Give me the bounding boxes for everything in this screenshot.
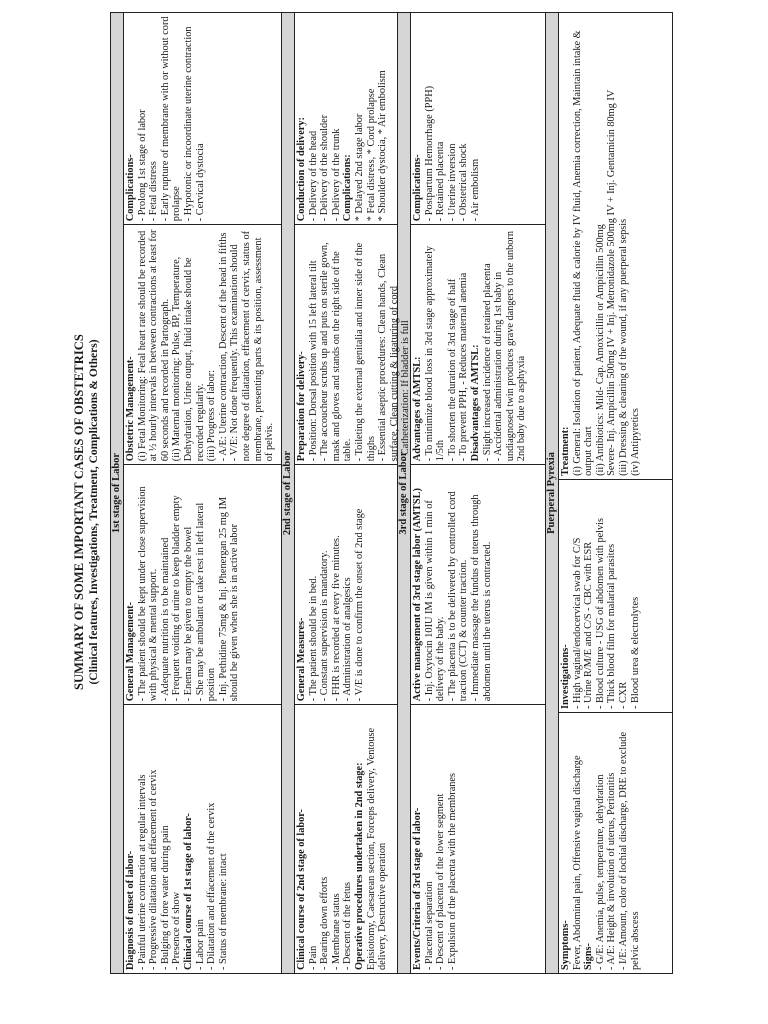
cell-line: - V/E: Not done frequently. This examination should note degree of dilatation, effacement of cervix, status of membrane, presenting parts & its position, assessment of pelvis. [229, 230, 276, 462]
cell-line: - Delivery of the head [307, 130, 319, 222]
cell-first-complications [124, 13, 281, 224]
cell-line: - Blood urea & electrolytes [629, 596, 641, 709]
cell-line: - Prolong 1st stage of labor [136, 109, 148, 222]
cell-heading: Disadvantages of AMTSL: [469, 344, 481, 462]
title-block [72, 2, 100, 1022]
cell-line: - Retained placenta [435, 141, 447, 222]
cell-heading: Diagnosis of onset of labor- [125, 850, 136, 970]
cell-line: (i) General: Isolation of patient, Adequate fluid & calorie by IV fluid, Anemia correction, Maintain intake & output chart [571, 30, 595, 476]
cell-line: - Adequate nutrition is to be maintained [159, 537, 171, 702]
cell-line: - Progressive dilatation and effacement of cervix [148, 769, 160, 970]
cell-line: (iv) Antipyretics [629, 408, 641, 476]
rotated-document [12, 2, 756, 1022]
cell-heading: Preparation for delivery- [296, 351, 307, 462]
cell-line: - To prevent PPH, - Reduces maternal anemia [458, 272, 470, 462]
cell-line: - Placental separation [423, 881, 435, 970]
row-first-stage [124, 13, 281, 973]
cell-line: - Painful uterine contraction at regular intervals [136, 774, 148, 970]
cell-heading: Investigations- [560, 644, 571, 709]
band-puerperal-pyrexia: Puerperal Pyrexia [545, 13, 559, 973]
cell-second-conduction [295, 13, 397, 224]
cell-line: - Early rupture of membrane with or without cord prolapse [159, 16, 183, 222]
cell-heading: Signs- [583, 943, 595, 970]
cell-line: - I/E: Amount, color of lochial discharge, DRE to exclude pelvic abscess [617, 731, 641, 970]
band-second-stage: 2nd stage of Labor [281, 13, 295, 973]
cell-line: - Slight increased incidence of retained placenta [481, 263, 493, 462]
cell-line: - Immediate massage the fundus of uterus through abdomen until the uterus is contracted. [469, 494, 493, 702]
cell-line: - Blood culture - USG of abdomen with pelvis [594, 517, 606, 709]
cell-heading: Clinical course of 2nd stage of labor- [296, 809, 307, 970]
cell-line: Episiotomy, Caesarean section, Forceps delivery, Ventouse delivery, Destructive operation [365, 727, 389, 970]
cell-line: (i) Fetal Monitoring: Fetal heart rate should be recorded at ½ hourly intervals in between contractions at least for 60 seconds and recorded in Partograph. [136, 229, 171, 462]
cell-line: * Fetal distress, * Cord prolapse [365, 88, 377, 222]
cell-line: - Hypotonic or incoordinate uterine contraction [182, 26, 194, 222]
cell-line: (ii) Maternal monitoring: Pulse, BP, Temperature, Dehydration, Urine output, fluid intake should be recorded regularly. [171, 256, 206, 462]
cell-line: - Status of membrane: intact [217, 853, 229, 970]
cell-line: - The accoucheur scrubs up and puts on sterile gown, mask and gloves and stands on the right side of the table. [319, 242, 354, 462]
document-title: SUMMARY OF SOME IMPORTANT CASES OF OBSTETRICS [72, 334, 86, 690]
cell-line: - G/E: Anemia, pulse, temperature, dehydration [594, 774, 606, 970]
cell-heading: General Measures- [296, 617, 307, 702]
cell-line: - Dilatation and effacement of the cervix [206, 802, 218, 970]
cell-heading: Active management of 3rd stage labor (AMTSL) [412, 488, 423, 702]
cell-second-general [295, 464, 397, 704]
cell-line: - Urine R/M/E and C/S - CBC with ESR [583, 541, 595, 709]
cell-line: - She may be ambulant or take rest in left lateral position [194, 502, 218, 702]
cell-line: - To minimize blood loss in 3rd stage approximately 1/5th [423, 245, 447, 462]
cell-line: * Delayed 2nd stage labor [353, 113, 365, 222]
cell-heading: Symptoms- [560, 920, 571, 970]
cell-line: - Expulsion of the placenta with the membranes [446, 772, 458, 970]
cell-heading: Obstetric Management- [125, 356, 136, 462]
cell-heading: Treatment: [560, 426, 571, 476]
cell-line: - Frequent voiding of urine to keep bladder empty [171, 495, 183, 702]
cell-pyrexia-investigations [559, 479, 672, 712]
cell-line: - Air embolism [469, 158, 481, 222]
cell-line: - A/E: Uterine contraction, Descent of the head in fifths [217, 232, 229, 462]
cell-line: - Constant supervision is mandatory. [319, 550, 331, 702]
cell-line: - Descent of the fetus [342, 881, 354, 970]
cell-line: (iii) Dressing & cleaning of the wound, if any puerperal sepsis [617, 218, 629, 476]
cell-line: - Descent of placenta of the lower segment [435, 793, 447, 970]
cell-pyrexia-treatment [559, 13, 672, 479]
cell-heading: Operative procedures undertaken in 2nd stage: [353, 762, 365, 970]
cell-heading: Complications: [342, 154, 354, 222]
cell-line: - Delivery of the shoulder [319, 114, 331, 222]
cell-line: Fever, Abdominal pain, Offensive vaginal discharge [571, 755, 583, 970]
cell-line: - Cervical dystocia [194, 143, 206, 222]
cell-line: - Bulging of fore water during pain [159, 825, 171, 970]
cell-line: - Toileting the external genitalia and inner side of the thighs [353, 242, 377, 462]
document-subtitle: (Clinical features, Investigations, Treatment, Complications & Others) [88, 339, 100, 685]
cell-first-diagnosis [124, 704, 281, 973]
cell-line: - Inj. Pethidine 75mg & Inj. Phenergan 25 mg IM should be given when she is in active labor [217, 496, 241, 702]
cell-first-obstetric [124, 224, 281, 464]
cell-heading: General Management- [125, 601, 136, 702]
cell-line: - Labor pain [194, 919, 206, 970]
cell-line: Severe- Inj. Ampicillin 500mg IV + Inj. Metronidazole 500mg IV + Inj. Gentamicin 80mg IV [606, 89, 618, 476]
cell-heading: Advantages of AMTSL: [412, 356, 423, 462]
cell-line: - To shorten the duration of 3rd stage of half [446, 278, 458, 462]
cell-line: - Presence of show [171, 891, 183, 970]
cell-third-complications [411, 13, 545, 224]
cell-line: - Essential aseptic procedures: Clean hands, Clean surface, Clean cutting & ligaturing of cord [377, 253, 400, 462]
cell-second-course [295, 704, 397, 973]
cell-second-preparation [295, 224, 412, 464]
row-third-stage [411, 13, 545, 973]
cell-third-advantages [411, 224, 545, 464]
cell-line: - Thick blood film for malarial parasites [606, 543, 618, 709]
cell-line: - Catheterization: If bladder is full [400, 320, 412, 462]
summary-table [110, 12, 673, 974]
cell-third-events [411, 704, 545, 973]
cell-line: - The patient should be in bed. [307, 575, 319, 702]
cell-line: - Postpartum Hemorrhage (PPH) [423, 85, 435, 222]
cell-line: - Enema may be given to empty the bowel [182, 526, 194, 702]
row-puerperal-pyrexia [559, 13, 672, 973]
cell-line: - The patient should be kept under close supervision with physical & mental support. [136, 486, 160, 702]
band-first-stage: 1st stage of Labor [111, 13, 124, 973]
cell-line: - Obstetrical shock [458, 143, 470, 222]
cell-line: - Pain [307, 945, 319, 970]
band-third-stage: 3rd stage of Labor [397, 13, 411, 973]
cell-heading: Complications- [125, 154, 136, 222]
cell-line: - Bearing down efforts [319, 876, 331, 970]
cell-line: - Uterine inversion [446, 143, 458, 222]
cell-line: - Fetal distress [148, 161, 160, 222]
cell-first-general [124, 464, 281, 704]
cell-line: - Inj. Oxytocin 10IU IM is given within 1 min of delivery of the baby. [423, 500, 447, 702]
cell-line: - FHR is recorded at every five minutes. [330, 535, 342, 702]
cell-line: - CXR [617, 681, 629, 709]
cell-line: - Administration of analgesics [342, 577, 354, 702]
cell-line: (ii) Antibiotics: Mild- Cap. Amoxicillin or Ampicillin 500mg [594, 224, 606, 476]
cell-heading: Complications- [412, 154, 423, 222]
cell-pyrexia-symptoms [559, 712, 672, 973]
cell-line: - A/E: Height & involution of uterus, Peritonitis [606, 772, 618, 970]
cell-line: * Shoulder dystocia, * Air embolism [377, 70, 389, 222]
cell-line: - Membrane status [330, 893, 342, 970]
cell-heading: Events/Criteria of 3rd stage of labor- [412, 807, 423, 970]
cell-heading: Clinical course of 1st stage of labor- [182, 813, 194, 970]
cell-line: - The placenta is to be delivered by controlled cord traction (CCT) & counter traction. [446, 491, 470, 702]
cell-line: - Position: Dorsal position with 15 left lateral tilt [307, 260, 319, 462]
cell-heading: Conduction of delivery: [296, 117, 307, 222]
cell-line: - High vaginal/endocervical swab for C/S [571, 537, 583, 709]
cell-line: - Accidental administration during 1st baby in undiagnosed twin produces grave dangers to the unborn 2nd baby due to asphyxia [493, 231, 528, 462]
cell-line: - Delivery of the trunk [330, 128, 342, 222]
cell-line: - V/E is done to confirm the onset of 2nd stage [353, 508, 365, 702]
cell-third-amtsl [411, 464, 545, 704]
cell-line: (iii) Progress of labor: [206, 369, 218, 462]
